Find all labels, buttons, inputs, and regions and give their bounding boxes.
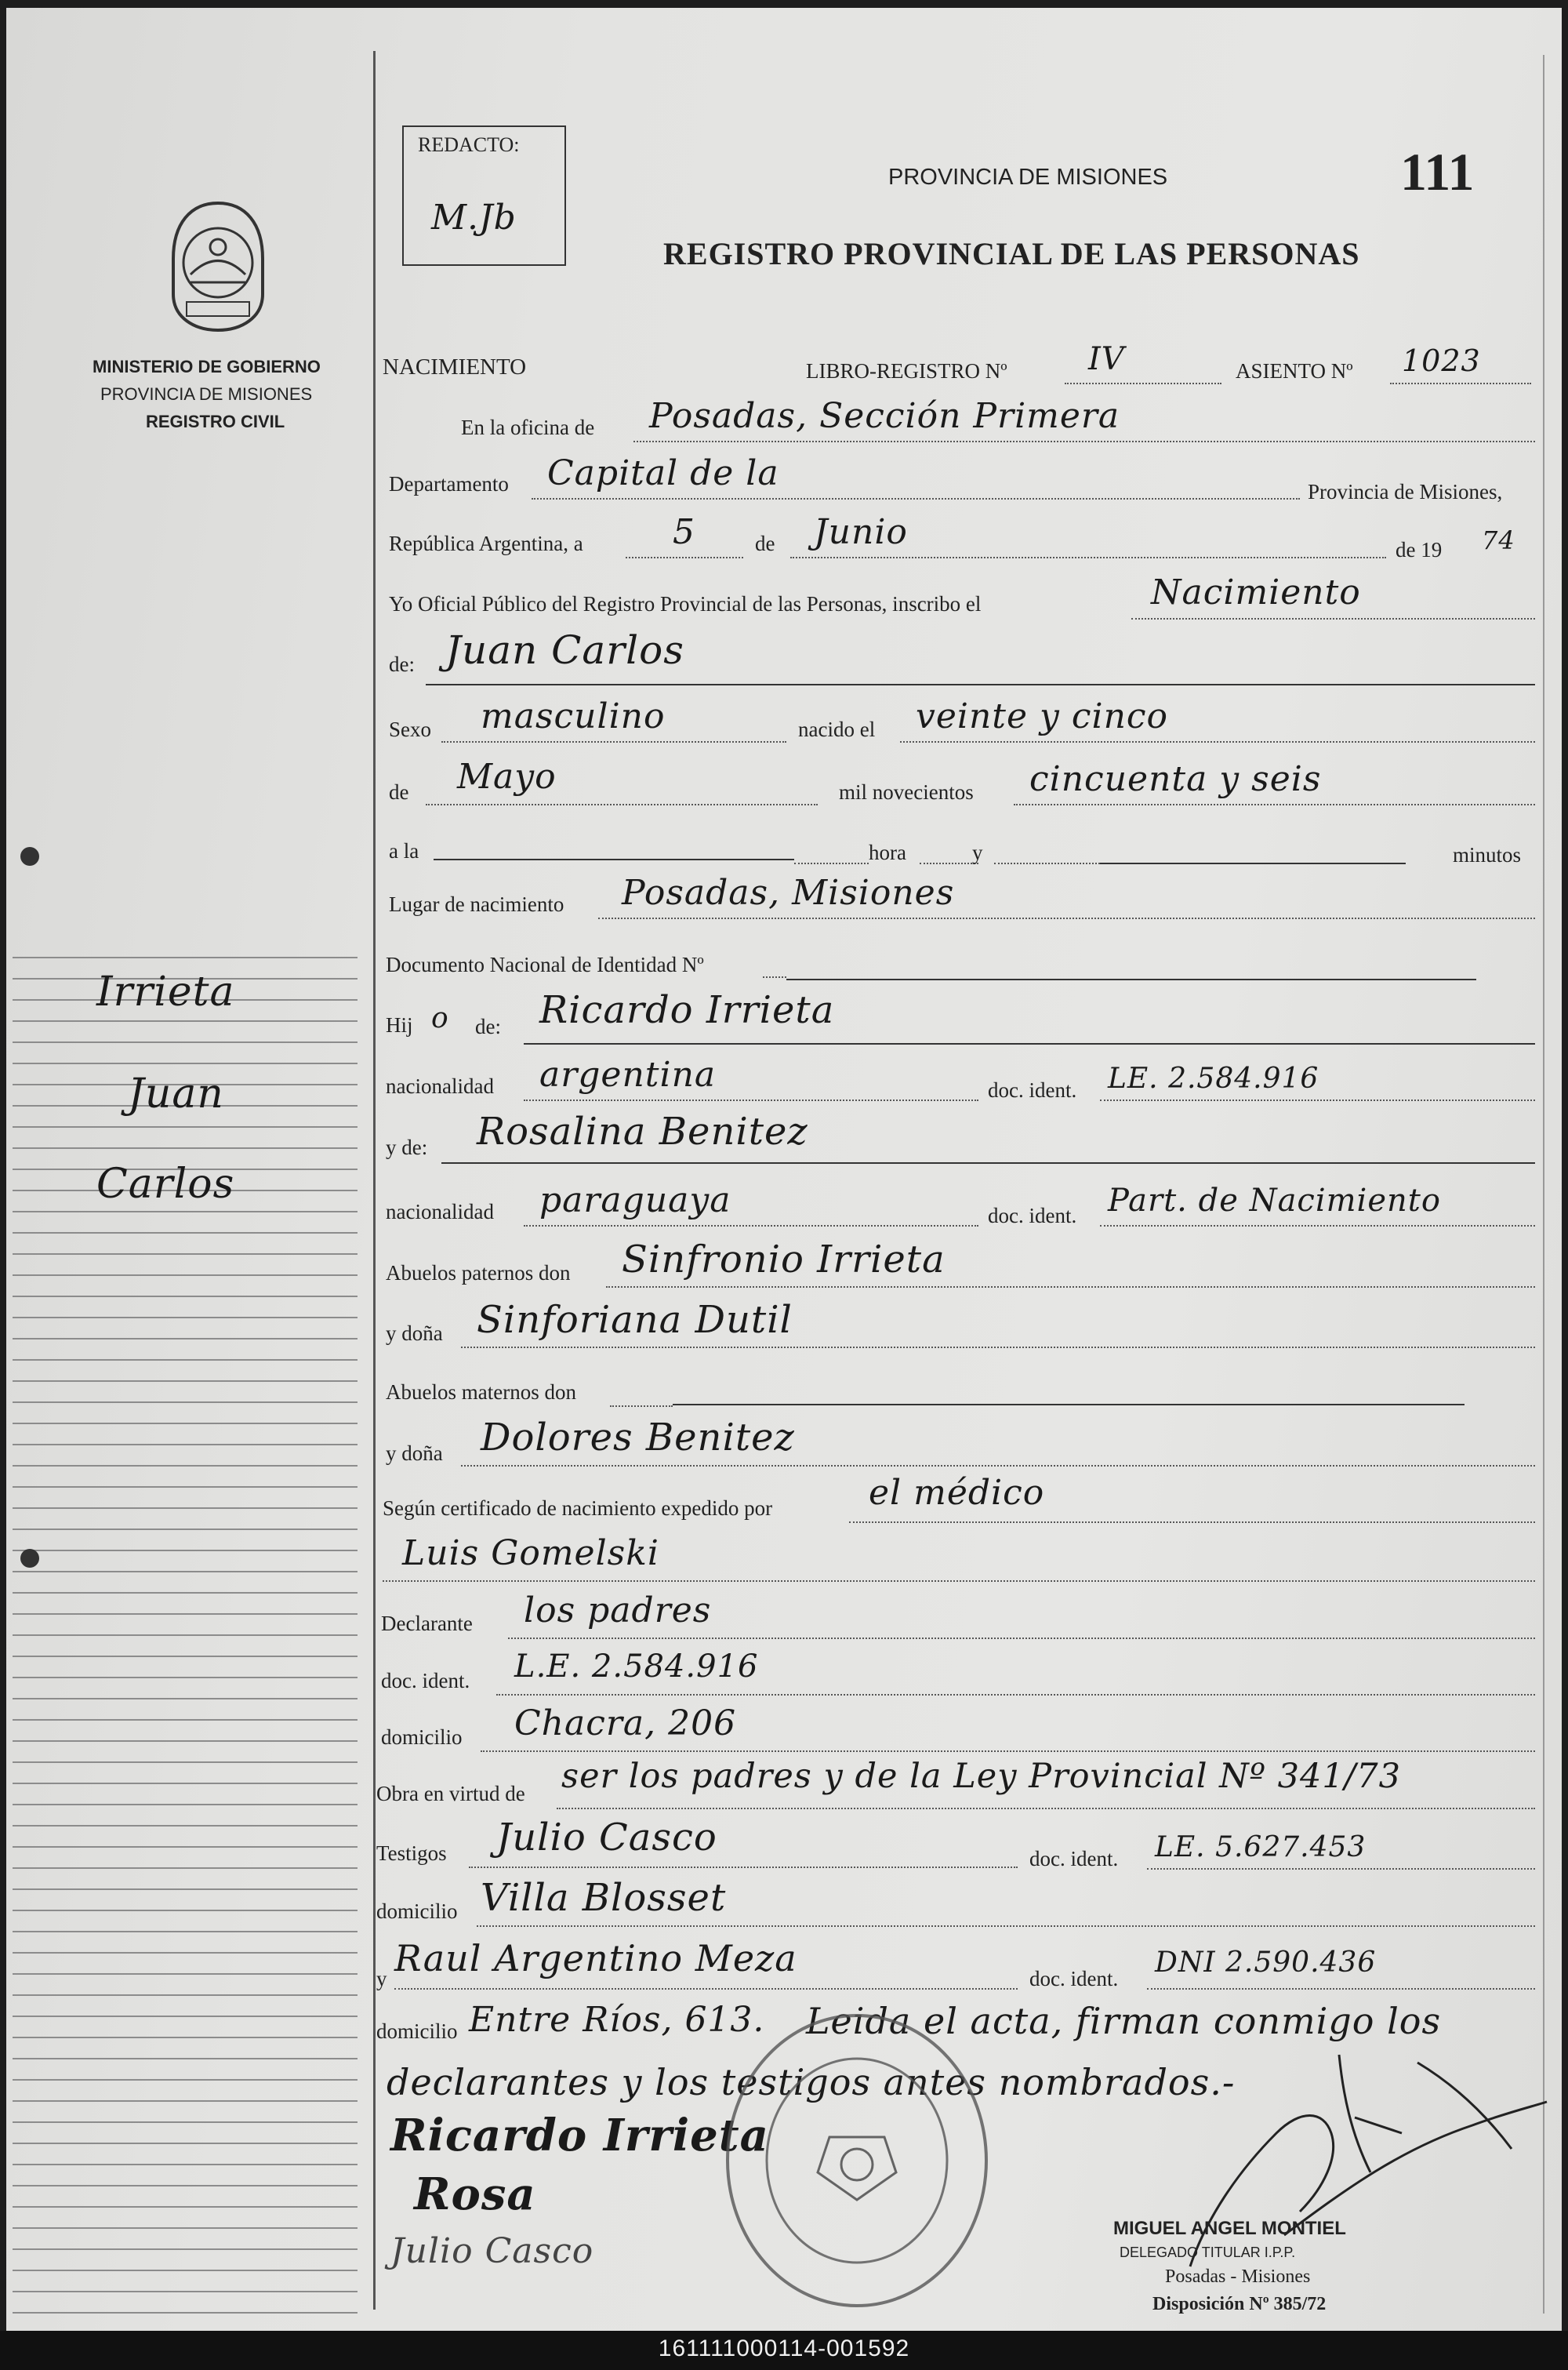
margin-rule-line <box>13 1253 358 1255</box>
abuelos-m-label: Abuelos maternos don <box>386 1380 576 1404</box>
ydona2-label: y doña <box>386 1441 443 1465</box>
asiento-dots <box>1390 383 1531 384</box>
closing-line-1: Leida el acta, firman conmigo los <box>806 2000 1442 2042</box>
abuelo-m-line <box>673 1404 1465 1405</box>
dom2-label: domicilio <box>376 1899 458 1923</box>
obra-value: ser los padres y de la Ley Provincial Nº 341/73 <box>561 1757 1401 1796</box>
min-dots <box>994 863 1100 864</box>
libro-label: LIBRO-REGISTRO Nº <box>806 359 1007 383</box>
margin-rule-line <box>13 2248 358 2250</box>
dom3-value: Entre Ríos, 613. <box>469 2000 765 2040</box>
dni-dots <box>763 976 786 978</box>
official-place: Posadas - Misiones <box>1165 2266 1311 2287</box>
de-label: de <box>755 532 775 555</box>
hora-line <box>434 859 794 860</box>
testigo1-dots <box>469 1867 1018 1868</box>
anio-nac-value: cincuenta y seis <box>1029 759 1322 799</box>
provincial-seal <box>167 200 269 333</box>
margin-rule-line <box>13 2185 358 2186</box>
nac2-value: paraguaya <box>539 1180 731 1220</box>
sexo-value: masculino <box>481 696 666 736</box>
margin-rule-line <box>13 1571 358 1572</box>
mes-nac-dots <box>426 804 818 805</box>
padre-line <box>524 1043 1535 1045</box>
margin-rule-line <box>13 1783 358 1784</box>
asiento-value: 1023 <box>1402 344 1481 378</box>
margin-rule-line <box>13 1126 358 1128</box>
margin-rule-line <box>13 1486 358 1488</box>
padre-value: Ricardo Irrieta <box>539 988 835 1032</box>
margin-rule-line <box>13 1063 358 1064</box>
yde-label: y de: <box>386 1136 428 1159</box>
y-label: y <box>972 841 983 864</box>
margin-rule-line <box>13 2206 358 2208</box>
departamento-dots <box>532 498 1300 500</box>
redacto-label: REDACTO: <box>418 133 520 156</box>
margin-rule-line <box>13 1761 358 1763</box>
medico-value: Luis Gomelski <box>402 1533 659 1573</box>
ydona1-label: y doña <box>386 1321 443 1345</box>
margin-rule-line <box>13 1296 358 1297</box>
provincia-label: Provincia de Misiones, <box>1308 480 1503 503</box>
abuela-m-dots <box>461 1465 1535 1467</box>
abuela-m-value: Dolores Benitez <box>481 1416 795 1459</box>
oficial-label: Yo Oficial Público del Registro Provincial de las Personas, inscribo el <box>389 592 982 616</box>
asiento-label: ASIENTO Nº <box>1236 359 1353 383</box>
testigo1-value: Julio Casco <box>496 1816 717 1859</box>
nombre-line <box>426 684 1535 685</box>
margin-rule-line <box>13 1274 358 1276</box>
obra-dots <box>557 1808 1535 1809</box>
margin-firstname: Juan <box>128 1070 224 1118</box>
ministry-line-1: MINISTERIO DE GOBIERNO <box>93 357 321 376</box>
republica-label: República Argentina, a <box>389 532 583 555</box>
doc1-value: LE. 2.584.916 <box>1108 1063 1319 1095</box>
margin-rule-line <box>13 1401 358 1403</box>
official-title: DELEGADO TITULAR I.P.P. <box>1120 2245 1296 2260</box>
hijo-de-label: de: <box>475 1015 501 1038</box>
margin-rule-line <box>13 2079 358 2081</box>
sexo-dots <box>441 741 786 743</box>
signature-mother: Rosa <box>414 2168 536 2220</box>
nac2-label: nacionalidad <box>386 1200 494 1223</box>
margin-rule-line <box>13 1698 358 1699</box>
right-border <box>1543 55 1544 2314</box>
closing-line-2: declarantes y los testigos antes nombrados.- <box>387 2061 1236 2103</box>
doc3-label: doc. ident. <box>381 1669 470 1692</box>
doc4-value: LE. 5.627.453 <box>1155 1831 1367 1863</box>
margin-rule-line <box>13 1613 358 1615</box>
hora-label: hora <box>869 841 906 864</box>
testigo2-dots <box>394 1988 1018 1990</box>
hijo-label: Hij <box>386 1013 413 1037</box>
margin-rule-line <box>13 1804 358 1805</box>
margin-rule-line <box>13 1910 358 1911</box>
testigos-label: Testigos <box>376 1841 447 1865</box>
margin-rule-line <box>13 2058 358 2059</box>
margin-rule-line <box>13 1634 358 1636</box>
mil-label: mil novecientos <box>839 780 974 804</box>
abuelo-p-dots <box>606 1286 1535 1288</box>
margin-rule-line <box>13 1740 358 1742</box>
margin-divider <box>373 51 376 2310</box>
doc4-dots <box>1147 1868 1535 1870</box>
margin-rule-line <box>13 1550 358 1551</box>
de2-label: de: <box>389 652 415 676</box>
abuelos-p-label: Abuelos paternos don <box>386 1261 571 1285</box>
margin-rule-line <box>13 1973 358 1975</box>
segun-dots <box>849 1521 1535 1523</box>
margin-rule-line <box>13 2164 358 2165</box>
header-province: PROVINCIA DE MISIONES <box>888 165 1168 190</box>
margin-rule-line <box>13 1338 358 1339</box>
margin-rule-line <box>13 1465 358 1467</box>
libro-value: IV <box>1088 341 1125 377</box>
dom1-dots <box>481 1750 1535 1752</box>
official-name: MIGUEL ANGEL MONTIEL <box>1113 2218 1346 2239</box>
margin-rule-line <box>13 1317 358 1318</box>
doc2-label: doc. ident. <box>988 1204 1077 1227</box>
lugar-label: Lugar de nacimiento <box>389 892 564 916</box>
nacido-dots <box>900 741 1535 743</box>
margin-rule-line <box>13 2227 358 2229</box>
margin-rule-line <box>13 1529 358 1530</box>
nacido-value: veinte y cinco <box>916 696 1169 736</box>
redacto-initials: M.Jb <box>431 198 517 238</box>
margin-rule-line <box>13 1359 358 1361</box>
margin-surname: Irrieta <box>96 969 235 1016</box>
margin-rule-line <box>13 1211 358 1212</box>
abuelo-m-dots <box>610 1405 673 1407</box>
mes-value: Junio <box>814 512 908 552</box>
testigo2-value: Raul Argentino Meza <box>394 1937 797 1979</box>
doc3-dots <box>496 1694 1535 1696</box>
oficina-value: Posadas, Sección Primera <box>649 396 1120 436</box>
margin-rule-line <box>13 1888 358 1890</box>
margin-rule-line <box>13 2312 358 2314</box>
margin-rule-line <box>13 1677 358 1678</box>
binding-hole <box>20 1549 39 1568</box>
margin-rule-line <box>13 2100 358 2102</box>
madre-line <box>441 1162 1535 1164</box>
ala-label: a la <box>389 839 419 863</box>
nombre-value: Juan Carlos <box>445 627 684 673</box>
binding-hole <box>20 847 39 866</box>
margin-rule-line <box>13 1867 358 1869</box>
margin-rule-line <box>13 1380 358 1382</box>
hora-dots <box>794 863 869 864</box>
margin-rule-line <box>13 2270 358 2271</box>
margin-rule-line <box>13 1147 358 1149</box>
doc2-dots <box>1100 1225 1535 1227</box>
margin-rule-line <box>13 1232 358 1234</box>
margin-rule-line <box>13 1423 358 1424</box>
dia-dots <box>626 557 743 558</box>
medico-dots <box>383 1580 1535 1582</box>
margin-rule-line <box>13 1719 358 1721</box>
ministry-line-2: PROVINCIA DE MISIONES <box>100 384 313 404</box>
margin-rule-line <box>13 1041 358 1043</box>
anio-value: 74 <box>1482 525 1515 555</box>
dom1-label: domicilio <box>381 1725 463 1749</box>
doc3-value: L.E. 2.584.916 <box>514 1648 759 1685</box>
nac1-dots <box>524 1100 978 1101</box>
nac1-label: nacionalidad <box>386 1074 494 1098</box>
declarante-label: Declarante <box>381 1612 473 1635</box>
margin-rule-line <box>13 2291 358 2292</box>
margin-rule-line <box>13 2016 358 2017</box>
margin-rule-line <box>13 1507 358 1509</box>
mes-dots <box>790 557 1386 558</box>
footer-code: 161111000114-001592 <box>658 2335 910 2361</box>
redacto-box <box>402 125 566 266</box>
sexo-label: Sexo <box>389 718 431 741</box>
abuela-p-dots <box>461 1347 1535 1348</box>
segun-value: el médico <box>869 1473 1045 1513</box>
margin-rule-line <box>13 1952 358 1954</box>
nacido-label: nacido el <box>798 718 876 741</box>
ministry-line-3: REGISTRO CIVIL <box>146 412 285 431</box>
margin-rule-line <box>13 957 358 958</box>
oficial-dots <box>1131 618 1535 620</box>
dom2-dots <box>477 1925 1535 1927</box>
margin-rule-line <box>13 1994 358 1996</box>
dom2-value: Villa Blosset <box>481 1876 727 1920</box>
official-disposicion: Disposición Nº 385/72 <box>1152 2294 1327 2314</box>
oficina-label: En la oficina de <box>461 416 595 439</box>
margin-rule-line <box>13 1825 358 1827</box>
margin-rule-line <box>13 1444 358 1445</box>
margin-rule-line <box>13 1656 358 1657</box>
mes-nac-value: Mayo <box>457 757 557 797</box>
declarante-dots <box>508 1638 1535 1639</box>
y-dots <box>920 863 978 864</box>
margin-rule-line <box>13 2143 358 2144</box>
header-number: 111 <box>1400 142 1475 202</box>
declarante-value: los padres <box>524 1590 712 1630</box>
oficial-value: Nacimiento <box>1151 573 1361 612</box>
official-stamp <box>712 2004 1002 2317</box>
margin-rule-line <box>13 2037 358 2038</box>
doc4-label: doc. ident. <box>1029 1847 1119 1870</box>
anio-nac-dots <box>1014 804 1535 805</box>
hijo-suffix: o <box>431 1002 449 1034</box>
minutos-label: minutos <box>1453 843 1522 867</box>
obra-label: Obra en virtud de <box>376 1782 525 1805</box>
doc1-label: doc. ident. <box>988 1078 1077 1102</box>
record-type: NACIMIENTO <box>383 354 527 380</box>
departamento-label: Departamento <box>389 472 509 496</box>
header-registry: REGISTRO PROVINCIAL DE LAS PERSONAS <box>663 236 1360 271</box>
doc5-label: doc. ident. <box>1029 1967 1119 1990</box>
libro-dots <box>1065 383 1221 384</box>
dni-label: Documento Nacional de Identidad Nº <box>386 953 704 976</box>
dni-line <box>786 979 1476 980</box>
margin-rule-line <box>13 1931 358 1932</box>
departamento-value: Capital de la <box>547 453 779 493</box>
de3-label: de <box>389 780 409 804</box>
anio-label: de 19 <box>1396 538 1443 562</box>
doc5-dots <box>1147 1988 1535 1990</box>
lugar-value: Posadas, Misiones <box>622 873 955 913</box>
min-line <box>1100 863 1406 864</box>
segun-label: Según certificado de nacimiento expedido por <box>383 1496 773 1520</box>
oficina-dots <box>633 441 1535 442</box>
doc2-value: Part. de Nacimiento <box>1108 1183 1441 1219</box>
signature-witness: Julio Casco <box>390 2231 594 2271</box>
margin-rule-line <box>13 1020 358 1022</box>
madre-value: Rosalina Benitez <box>477 1110 808 1154</box>
document-page <box>6 8 1562 2331</box>
margin-rule-line <box>13 2121 358 2123</box>
signature-father: Ricardo Irrieta <box>390 2110 769 2161</box>
nac1-value: argentina <box>539 1055 717 1095</box>
margin-secondname: Carlos <box>96 1161 235 1208</box>
doc1-dots <box>1100 1100 1535 1101</box>
dom1-value: Chacra, 206 <box>514 1703 737 1743</box>
y2-label: y <box>376 1967 387 1990</box>
dom3-label: domicilio <box>376 2019 458 2043</box>
margin-rule-line <box>13 1592 358 1594</box>
nac2-dots <box>524 1225 978 1227</box>
abuelo-p-value: Sinfronio Irrieta <box>622 1238 946 1281</box>
margin-rule-line <box>13 1846 358 1848</box>
dia-value: 5 <box>673 512 695 552</box>
doc5-value: DNI 2.590.436 <box>1155 1947 1377 1979</box>
lugar-dots <box>598 918 1535 919</box>
abuela-p-value: Sinforiana Dutil <box>477 1298 793 1342</box>
